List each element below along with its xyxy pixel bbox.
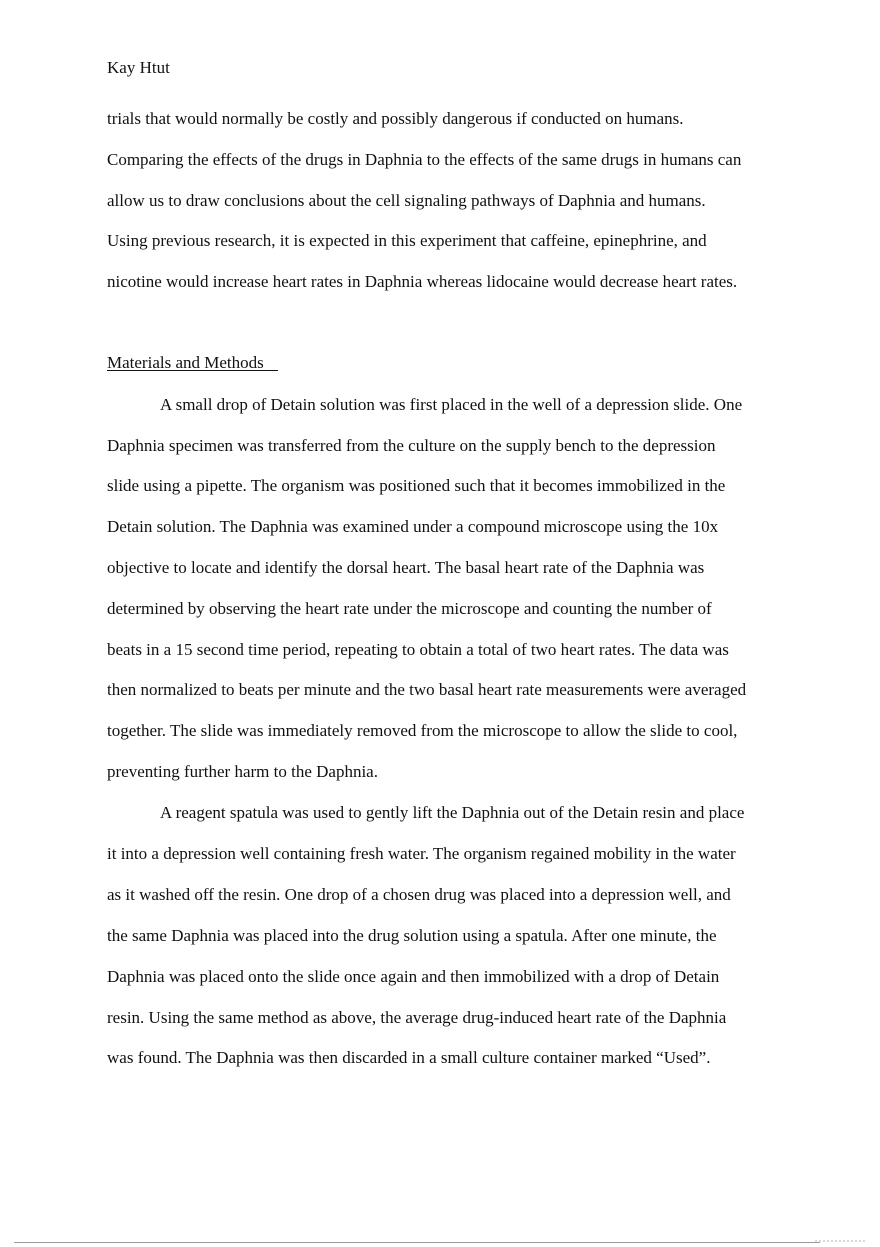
intro-line-1: trials that would normally be costly and possibly dangerous if conducted on humans. bbox=[107, 109, 684, 128]
paragraph-2-line-3: as it washed off the resin. One drop of a chosen drug was placed into a depression well, and bbox=[107, 885, 731, 904]
paragraph-1-line-6: determined by observing the heart rate under the microscope and counting the number of bbox=[107, 599, 712, 618]
paragraph-1-line-4: Detain solution. The Daphnia was examined under a compound microscope using the 10x bbox=[107, 517, 719, 536]
intro-line-2: Comparing the effects of the drugs in Daphnia to the effects of the same drugs in humans can bbox=[107, 150, 742, 169]
page-bottom-rule bbox=[14, 1242, 820, 1243]
paragraph-2-line-5: Daphnia was placed onto the slide once again and then immobilized with a drop of Detain bbox=[107, 967, 720, 986]
paragraph-1-line-7: beats in a 15 second time period, repeating to obtain a total of two heart rates. The data was bbox=[107, 640, 729, 659]
paragraph-2-line-4: the same Daphnia was placed into the drug solution using a spatula. After one minute, the bbox=[107, 926, 717, 945]
running-header-author: Kay Htut bbox=[107, 58, 170, 77]
paragraph-1-line-9: together. The slide was immediately removed from the microscope to allow the slide to cool, bbox=[107, 721, 738, 740]
intro-line-5: nicotine would increase heart rates in Daphnia whereas lidocaine would decrease heart rates. bbox=[107, 272, 738, 291]
intro-line-3: allow us to draw conclusions about the cell signaling pathways of Daphnia and humans. bbox=[107, 191, 706, 210]
paragraph-2-line-6: resin. Using the same method as above, the average drug-induced heart rate of the Daphnia bbox=[107, 1008, 727, 1027]
paragraph-2-line-2: it into a depression well containing fresh water. The organism regained mobility in the water bbox=[107, 844, 736, 863]
section-heading-materials-methods: Materials and Methods bbox=[107, 352, 278, 371]
intro-line-4: Using previous research, it is expected in this experiment that caffeine, epinephrine, and bbox=[107, 231, 707, 250]
paragraph-2-line-1: A reagent spatula was used to gently lift the Daphnia out of the Detain resin and place bbox=[160, 803, 745, 822]
paragraph-1-line-2: Daphnia specimen was transferred from the culture on the supply bench to the depression bbox=[107, 436, 716, 455]
paragraph-1-line-10: preventing further harm to the Daphnia. bbox=[107, 762, 378, 781]
paragraph-1-line-8: then normalized to beats per minute and the two basal heart rate measurements were averaged bbox=[107, 680, 747, 699]
paragraph-1-line-3: slide using a pipette. The organism was positioned such that it becomes immobilized in the bbox=[107, 476, 726, 495]
paragraph-1-line-1: A small drop of Detain solution was first placed in the well of a depression slide. One bbox=[160, 395, 743, 414]
paragraph-1-line-5: objective to locate and identify the dorsal heart. The basal heart rate of the Daphnia was bbox=[107, 558, 705, 577]
page-bottom-dots bbox=[815, 1240, 865, 1246]
paragraph-2-line-7: was found. The Daphnia was then discarded in a small culture container marked “Used”. bbox=[107, 1048, 711, 1067]
